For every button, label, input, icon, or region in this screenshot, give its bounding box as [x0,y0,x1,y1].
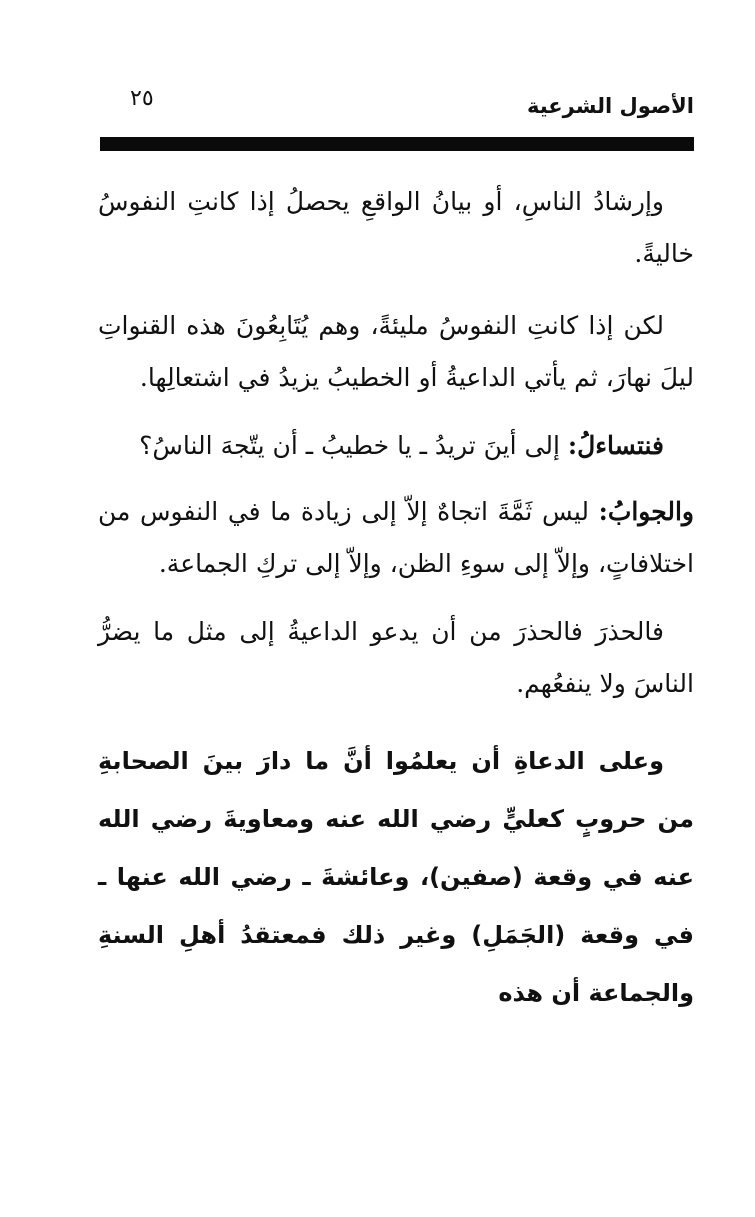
paragraph-2-text: لكن إذا كانتِ النفوسُ مليئةً، وهم يُتَابِعُونَ هذه القنواتِ ليلَ نهارَ، ثم يأتي الداعيةُ أو الخطيبُ يزيدُ في اشتعالِها. [98,311,694,392]
paragraph-3-lead: فنتساءلُ: [567,431,664,460]
paragraph-1 [98,176,694,280]
page-number: ٢٥ [130,86,154,111]
paragraph-4-lead: والجوابُ: [598,497,694,526]
paragraph-6 [98,732,694,1022]
paragraph-3-text: إلى أينَ تريدُ ـ يا خطيبُ ـ أن يتّجهَ الناسُ؟ [139,431,568,460]
paragraph-4-text: ليس ثَمَّةَ اتجاهٌ إلاّ إلى زيادة ما في النفوس من اختلافاتٍ، وإلاّ إلى سوءِ الظن، وإلاّ إلى تركِ الجماعة. [98,497,694,578]
paragraph-1-text: وإرشادُ الناسِ، أو بيانُ الواقعِ يحصلُ إذا كانتِ النفوسُ خاليةً. [98,187,694,268]
header-rule [100,137,694,151]
paragraph-2 [98,300,694,404]
page-body [98,176,694,1022]
paragraph-5 [98,606,694,710]
page-header [100,86,694,130]
paragraph-4 [98,486,694,590]
paragraph-3 [98,420,694,472]
paragraph-6-text: وعلى الدعاةِ أن يعلمُوا أنَّ ما دارَ بينَ الصحابةِ من حروبٍ كعليٍّ رضي الله عنه ومعاويةَ رضي الله عنه في وقعة (صفين)، وعائشةَ ـ رضي الله عنها ـ في وقعة (الجَمَلِ) وغير ذلك فمعتقدُ أهلِ السنةِ والجماعة أن هذه [98,747,694,1007]
paragraph-5-text: فالحذرَ فالحذرَ من أن يدعو الداعيةُ إلى مثل ما يضرُّ الناسَ ولا ينفعُهم. [98,617,694,698]
running-title: الأصول الشرعية [527,94,694,118]
